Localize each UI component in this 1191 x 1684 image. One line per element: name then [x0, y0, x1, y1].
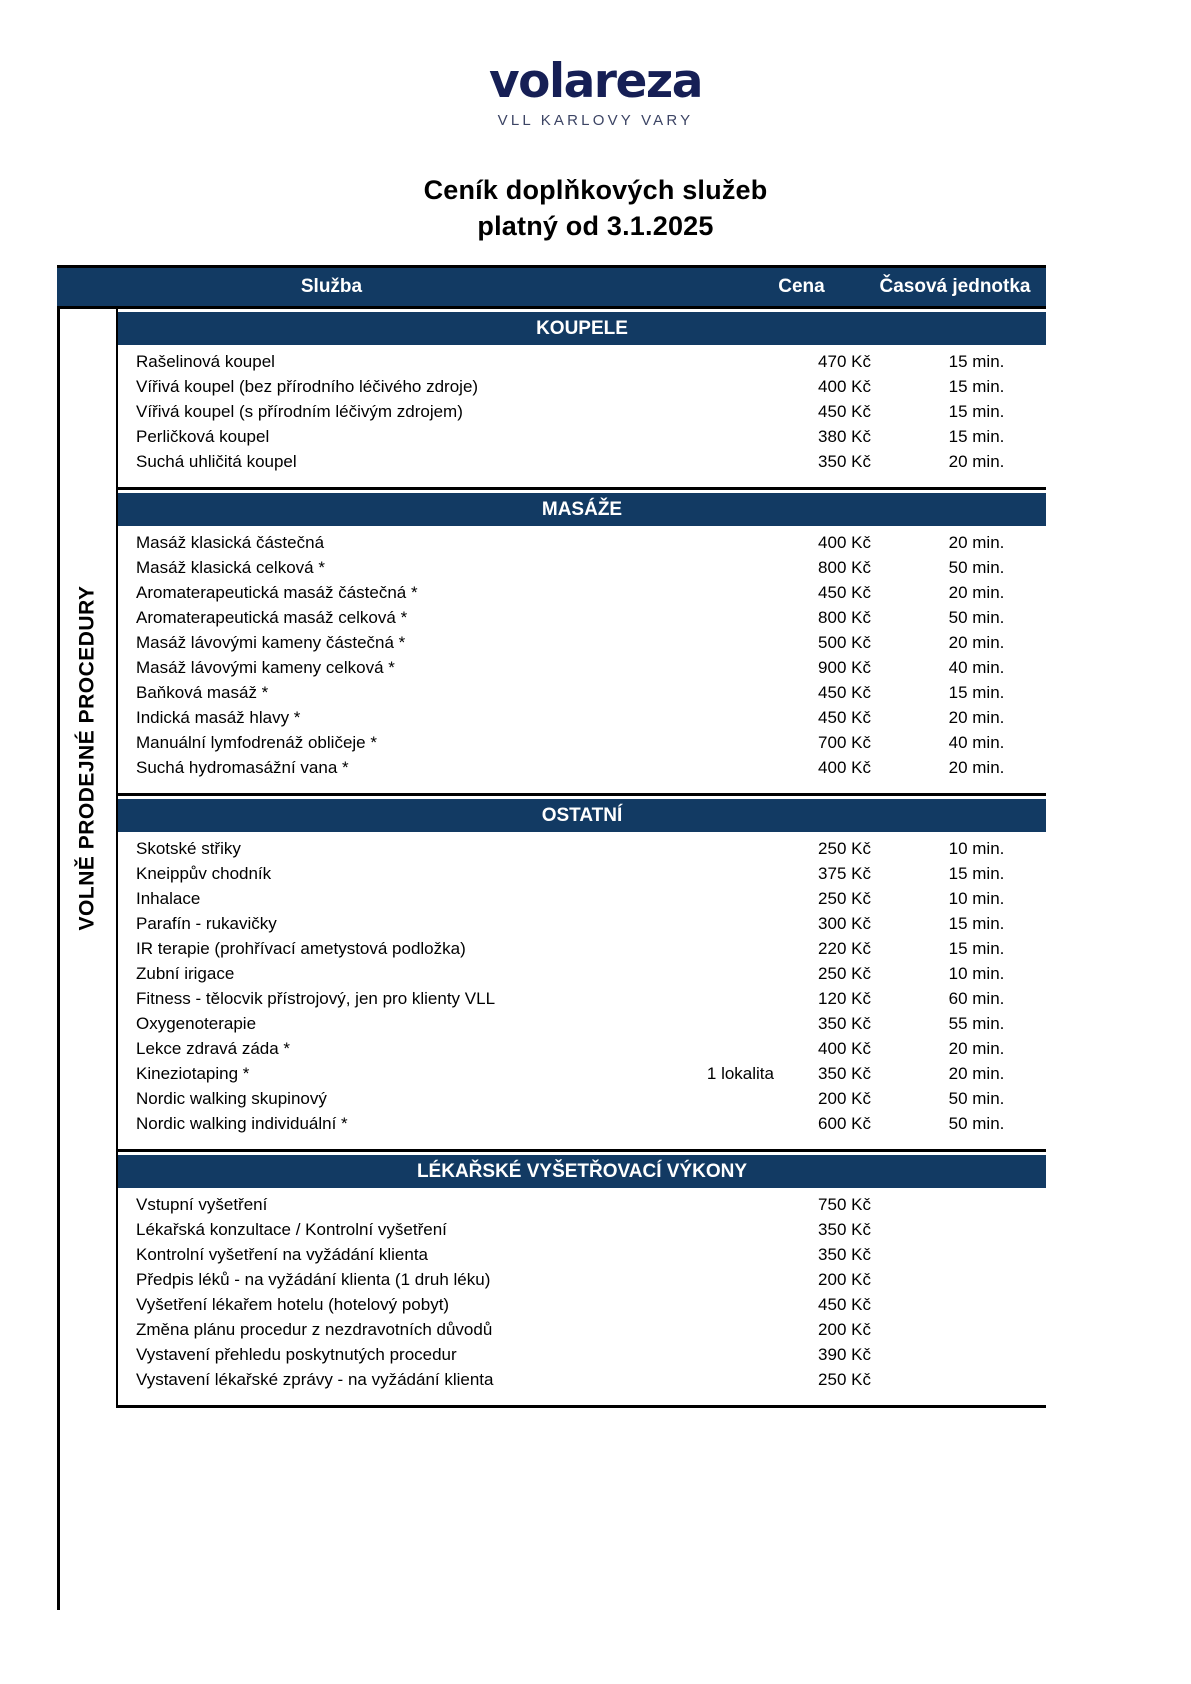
cell-price: 600 Kč: [818, 1113, 871, 1133]
table-row: [118, 861, 1046, 886]
cell-service: Fitness - tělocvik přístrojový, jen pro klienty VLL: [136, 988, 496, 1008]
cell-service: Masáž klasická celková *: [136, 557, 325, 577]
table-row: [118, 530, 1046, 555]
table-row: [118, 630, 1046, 655]
cell-service: Vystavení lékařské zprávy - na vyžádání klienta: [136, 1369, 494, 1389]
cell-unit: 40 min.: [948, 657, 1005, 677]
cell-price: 200 Kč: [818, 1319, 871, 1339]
cell-service: Vstupní vyšetření: [136, 1194, 268, 1214]
table-body: [57, 309, 1046, 1408]
cell-price: 375 Kč: [818, 863, 871, 883]
table-row: [118, 449, 1046, 474]
cell-price: 750 Kč: [818, 1194, 871, 1214]
cell-unit: 50 min.: [948, 607, 1005, 627]
table-row: [118, 936, 1046, 961]
cell-price: 250 Kč: [818, 1369, 871, 1389]
cell-price: 450 Kč: [818, 707, 871, 727]
cell-unit: 20 min.: [948, 532, 1005, 552]
cell-service: Zubní irigace: [136, 963, 235, 983]
cell-service: Předpis léků - na vyžádání klienta (1 druh léku): [136, 1269, 491, 1289]
cell-price: 700 Kč: [818, 732, 871, 752]
cell-unit: 50 min.: [948, 557, 1005, 577]
cell-service: Suchá hydromasážní vana *: [136, 757, 349, 777]
cell-unit: 40 min.: [948, 732, 1005, 752]
table-row: [118, 730, 1046, 755]
table-row: [118, 836, 1046, 861]
cell-price: 120 Kč: [818, 988, 871, 1008]
cell-price: 400 Kč: [818, 757, 871, 777]
cell-price: 900 Kč: [818, 657, 871, 677]
page-title: [0, 172, 1191, 244]
cell-price: 450 Kč: [818, 401, 871, 421]
cell-price: 200 Kč: [818, 1088, 871, 1108]
table-row: [118, 1036, 1046, 1061]
cell-price: 250 Kč: [818, 963, 871, 983]
cell-service: Změna plánu procedur z nezdravotních důvodů: [136, 1319, 493, 1339]
table-row: [118, 1217, 1046, 1242]
cell-service: Lekce zdravá záda *: [136, 1038, 291, 1058]
cell-service: Nordic walking individuální *: [136, 1113, 348, 1133]
cell-service: Kineziotaping *: [136, 1063, 250, 1083]
cell-price: 250 Kč: [818, 838, 871, 858]
cell-unit: 15 min.: [948, 426, 1005, 446]
cell-unit: 10 min.: [948, 838, 1005, 858]
page-title-line2: platný od 3.1.2025: [477, 211, 714, 241]
cell-service: Masáž lávovými kameny částečná *: [136, 632, 406, 652]
cell-unit: 10 min.: [948, 888, 1005, 908]
cell-unit: 20 min.: [948, 632, 1005, 652]
cell-unit: 20 min.: [948, 582, 1005, 602]
table-section: [118, 1155, 1046, 1408]
cell-unit: 20 min.: [948, 757, 1005, 777]
table-row: [118, 1317, 1046, 1342]
table-row: [118, 399, 1046, 424]
table-row: [118, 555, 1046, 580]
cell-service: Inhalace: [136, 888, 201, 908]
section-heading: OSTATNÍ: [118, 799, 1046, 832]
cell-unit: 20 min.: [948, 1063, 1005, 1083]
cell-service: Masáž klasická částečná: [136, 532, 325, 552]
cell-price: 400 Kč: [818, 1038, 871, 1058]
cell-price: 800 Kč: [818, 607, 871, 627]
cell-service: Kneippův chodník: [136, 863, 272, 883]
cell-price: 380 Kč: [818, 426, 871, 446]
cell-service: Manuální lymfodrenáž obličeje *: [136, 732, 377, 752]
cell-price: 250 Kč: [818, 888, 871, 908]
page-title-line1: Ceník doplňkových služeb: [423, 175, 768, 205]
cell-price: 200 Kč: [818, 1269, 871, 1289]
cell-service: Aromaterapeutická masáž částečná *: [136, 582, 418, 602]
sections-container: [118, 309, 1046, 1408]
cell-price: 450 Kč: [818, 1294, 871, 1314]
table-row: [118, 755, 1046, 780]
cell-unit: 60 min.: [948, 988, 1005, 1008]
cell-service: Rašelinová koupel: [136, 351, 275, 371]
section-rows: [118, 1188, 1046, 1405]
cell-unit: 20 min.: [948, 451, 1005, 471]
cell-price: 400 Kč: [818, 532, 871, 552]
cell-unit: 15 min.: [948, 863, 1005, 883]
cell-service: Kontrolní vyšetření na vyžádání klienta: [136, 1244, 428, 1264]
cell-unit: 50 min.: [948, 1088, 1005, 1108]
cell-unit: 20 min.: [948, 707, 1005, 727]
cell-unit: 55 min.: [948, 1013, 1005, 1033]
table-row: [118, 911, 1046, 936]
table-section: [118, 493, 1046, 796]
cell-price: 400 Kč: [818, 376, 871, 396]
column-header-price: Cena: [778, 276, 825, 297]
cell-service: IR terapie (prohřívací ametystová podložka): [136, 938, 466, 958]
cell-price: 300 Kč: [818, 913, 871, 933]
table-row: [118, 424, 1046, 449]
table-row: [118, 886, 1046, 911]
cell-price: 350 Kč: [818, 1013, 871, 1033]
brand-logo: [0, 54, 1191, 129]
table-row: [118, 1061, 1046, 1086]
table-row: [118, 1367, 1046, 1392]
cell-price: 450 Kč: [818, 682, 871, 702]
cell-price: 390 Kč: [818, 1344, 871, 1364]
table-row: [118, 374, 1046, 399]
cell-service: Perličková koupel: [136, 426, 270, 446]
cell-price: 350 Kč: [818, 451, 871, 471]
cell-service: Aromaterapeutická masáž celková *: [136, 607, 408, 627]
cell-service: Vystavení přehledu poskytnutých procedur: [136, 1344, 457, 1364]
cell-service: Nordic walking skupinový: [136, 1088, 327, 1108]
cell-unit: 15 min.: [948, 913, 1005, 933]
table-row: [118, 1267, 1046, 1292]
cell-unit: 15 min.: [948, 401, 1005, 421]
cell-service: Parafín - rukavičky: [136, 913, 277, 933]
cell-price: 350 Kč: [818, 1244, 871, 1264]
table-section: [118, 799, 1046, 1152]
table-row: [118, 1242, 1046, 1267]
cell-unit: 15 min.: [948, 938, 1005, 958]
cell-service: Lékařská konzultace / Kontrolní vyšetření: [136, 1219, 447, 1239]
table-row: [118, 1292, 1046, 1317]
price-table: [57, 265, 1046, 1408]
logo-wordmark: volareza: [489, 54, 702, 109]
column-header-unit: Časová jednotka: [879, 276, 1031, 297]
cell-price: 350 Kč: [818, 1063, 871, 1083]
cell-price: 470 Kč: [818, 351, 871, 371]
cell-service: Vířivá koupel (bez přírodního léčivého zdroje): [136, 376, 479, 396]
section-rows: [118, 526, 1046, 793]
group-label-rotated: [57, 309, 118, 1207]
table-row: [118, 580, 1046, 605]
table-row: [118, 655, 1046, 680]
table-row: [118, 1086, 1046, 1111]
cell-locality: 1 lokalita: [706, 1063, 774, 1083]
group-label-column: [57, 309, 118, 1408]
table-row: [118, 605, 1046, 630]
cell-unit: 10 min.: [948, 963, 1005, 983]
cell-service: Masáž lávovými kameny celková *: [136, 657, 395, 677]
cell-unit: 20 min.: [948, 1038, 1005, 1058]
cell-unit: 50 min.: [948, 1113, 1005, 1133]
cell-price: 220 Kč: [818, 938, 871, 958]
table-section: [118, 312, 1046, 490]
section-rows: [118, 832, 1046, 1149]
cell-price: 350 Kč: [818, 1219, 871, 1239]
cell-unit: 15 min.: [948, 351, 1005, 371]
cell-unit: 15 min.: [948, 376, 1005, 396]
cell-service: Oxygenoterapie: [136, 1013, 257, 1033]
section-heading: KOUPELE: [118, 312, 1046, 345]
table-row: [118, 986, 1046, 1011]
cell-price: 800 Kč: [818, 557, 871, 577]
table-row: [118, 961, 1046, 986]
table-row: [118, 1111, 1046, 1136]
cell-service: Indická masáž hlavy *: [136, 707, 301, 727]
table-row: [118, 1192, 1046, 1217]
group-label-text: VOLNĚ PRODEJNÉ PROCEDURY: [75, 585, 99, 931]
cell-service: Suchá uhličitá koupel: [136, 451, 297, 471]
cell-unit: 15 min.: [948, 682, 1005, 702]
table-header-row: [57, 265, 1046, 309]
cell-price: 450 Kč: [818, 582, 871, 602]
table-row: [118, 680, 1046, 705]
table-row: [118, 349, 1046, 374]
cell-service: Baňková masáž *: [136, 682, 269, 702]
table-row: [118, 1342, 1046, 1367]
table-row: [118, 705, 1046, 730]
cell-service: Vyšetření lékařem hotelu (hotelový pobyt): [136, 1294, 450, 1314]
cell-service: Vířivá koupel (s přírodním léčivým zdrojem): [136, 401, 463, 421]
table-row: [118, 1011, 1046, 1036]
column-header-service: Služba: [300, 276, 363, 297]
section-heading: MASÁŽE: [118, 493, 1046, 526]
cell-service: Skotské střiky: [136, 838, 241, 858]
logo-subtitle: VLL KARLOVY VARY: [497, 112, 694, 129]
section-rows: [118, 345, 1046, 487]
section-heading: LÉKAŘSKÉ VYŠETŘOVACÍ VÝKONY: [118, 1155, 1046, 1188]
cell-price: 500 Kč: [818, 632, 871, 652]
